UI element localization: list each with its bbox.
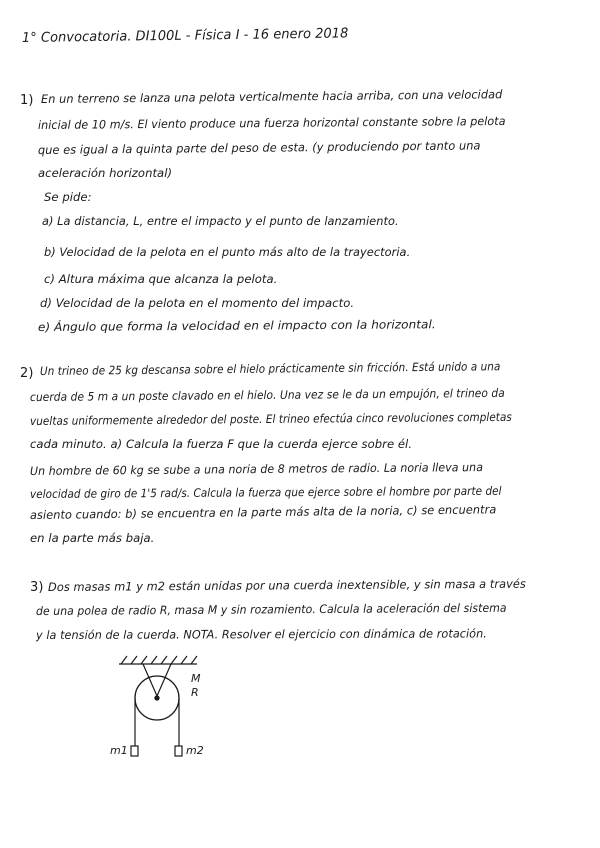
problem-1-line-2: inicial de 10 m/s. El viento produce una fuerza horizontal constante sobre la pelota — [37, 113, 506, 132]
rope — [135, 698, 179, 746]
problem-1-line-1: En un terreno se lanza una pelota verticalmente hacia arriba, con una velocidad — [40, 87, 503, 106]
problem-2-line-2: cuerda de 5 m a un poste clavado en el hielo. Una vez se le da un empujón, el trineo da — [29, 385, 505, 404]
problem-3-number: 3) — [30, 580, 44, 595]
problem-1-line-4: aceleración horizontal) — [38, 166, 173, 180]
problem-3-line-3: y la tensión de la cuerda. NOTA. Resolver el ejercicio con dinámica de rotación. — [35, 626, 487, 642]
problem-1-line-3: que es igual a la quinta parte del peso de esta. (y produciendo por tanto una — [37, 138, 481, 157]
problem-2-line-4: cada minuto. a) Calcula la fuerza F que la cuerda ejerce sobre él. — [30, 437, 413, 451]
problem-2-line-3: vueltas uniformemente alrededor del poste. El trineo efectúa cinco revoluciones completas — [29, 409, 512, 428]
problem-1-item-c: c) Altura máxima que alcanza la pelota. — [44, 272, 278, 286]
exam-title: 1° Convocatoria. DI100L - Física I - 16 enero 2018 — [21, 25, 349, 46]
label-m1: m1 — [110, 744, 128, 757]
problem-1-item-b: b) Velocidad de la pelota en el punto más alto de la trayectoria. — [44, 245, 411, 259]
label-R: R — [191, 686, 199, 699]
problem-1-item-d: d) Velocidad de la pelota en el momento del impacto. — [40, 296, 355, 310]
problem-1-intro: Se pide: — [44, 190, 92, 204]
problem-2-line-8: en la parte más baja. — [30, 531, 155, 545]
pulley-wheel — [135, 676, 179, 720]
label-M: M — [191, 672, 201, 685]
problem-2-line-5: Un hombre de 60 kg se sube a una noria de 8 metros de radio. La noria lleva una — [29, 460, 484, 478]
problem-2-line-1: Un trineo de 25 kg descansa sobre el hielo prácticamente sin fricción. Está unido a una — [39, 359, 501, 378]
label-m2: m2 — [186, 744, 204, 757]
mass-m2-block — [175, 746, 182, 756]
problem-3-line-1: Dos masas m1 y m2 están unidas por una cuerda inextensible, y sin masa a través — [47, 576, 526, 594]
problem-2-number: 2) — [20, 366, 34, 381]
problem-3-line-2: de una polea de radio R, masa M y sin rozamiento. Calcula la aceleración del sistema — [35, 600, 507, 618]
problem-1-item-e: e) Ángulo que forma la velocidad en el impacto con la horizontal. — [37, 317, 436, 334]
problem-1-number: 1) — [20, 93, 34, 108]
problem-2-line-6: velocidad de giro de 1'5 rad/s. Calcula la fuerza que ejerce sobre el hombre por parte del — [29, 483, 502, 501]
problem-1-item-a: a) La distancia, L, entre el impacto y el punto de lanzamiento. — [42, 214, 399, 228]
mass-m1-block — [131, 746, 138, 756]
problem-2-line-7: asiento cuando: b) se encuentra en la parte más alta de la noria, c) se encuentra — [29, 502, 497, 522]
